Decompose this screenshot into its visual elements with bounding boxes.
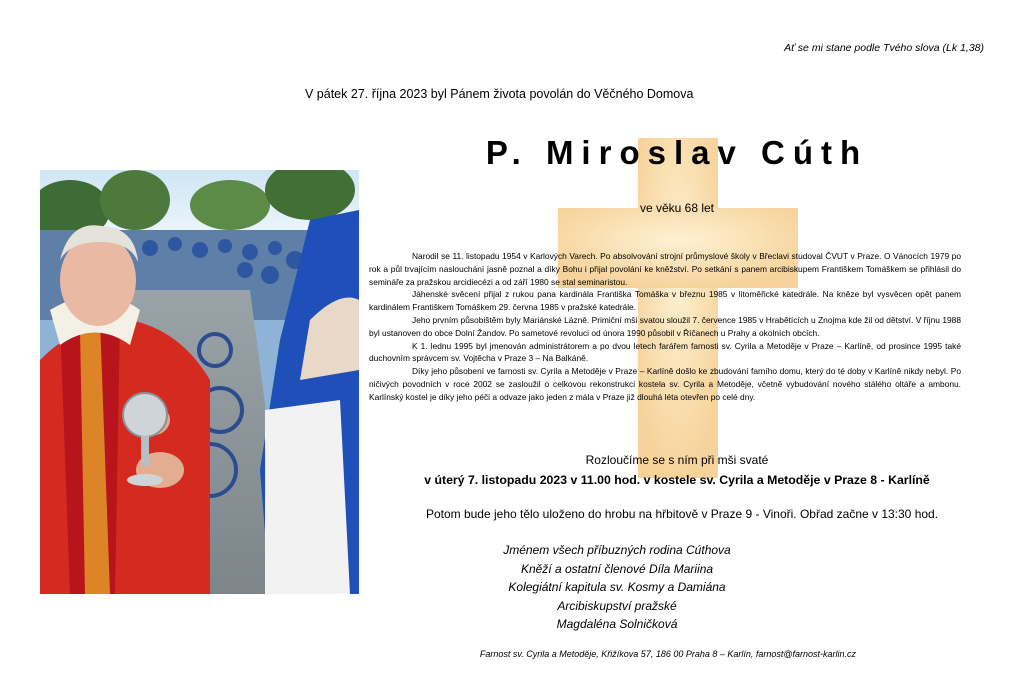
mourner-entry: Kolegiátní kapitula sv. Kosmy a Damiána (508, 580, 726, 595)
scripture-motto: Ať se mi stane podle Tvého slova (Lk 1,38) (784, 42, 984, 54)
bio-paragraph: Jáhenské svěcení přijal z rukou pana kardinála Františka Tomáška v březnu 1985 v litoměřické katedrále. Na kněze byl vysvěcen opět panem kardinálem Františkem Tomáškem 29. června 1985 v pražské katedrále. (369, 289, 961, 313)
biography (369, 250, 961, 404)
bio-paragraph: Jeho prvním působištěm byly Mariánské Lázně. Primiční mši svatou sloužil 7. července 1985 v Hrabětících u Znojma kde žil od dětství. V říjnu 1988 byl ustanoven do obce Dolní Žandov. Po sametové revoluci od února 1990 působil v Říčanech u Prahy a okolních obcích. (369, 314, 961, 338)
mourner-entry: Arcibiskupství pražské (557, 598, 677, 613)
funeral-mass-details: v úterý 7. listopadu 2023 v 11.00 hod. v kostele sv. Cyrila a Metoděje v Praze 8 - Karlíně (424, 473, 930, 487)
mourner-entry: Kněží a ostatní členové Díla Mariina (520, 561, 714, 576)
mourner-entry: Jménem všech příbuzných rodina Cúthova (503, 543, 731, 557)
age-line: ve věku 68 let (639, 201, 715, 215)
bio-paragraph: K 1. lednu 1995 byl jmenován administrátorem a po dvou letech farářem farnosti sv. Cyrila a Metoděje v Praze – Karlíně, od prosince 1995 také duchovním správcem sv. Vojtěcha v Praze 3 – Na Balkáně. (369, 340, 961, 364)
deceased-name: P. Miroslav Cúth (485, 134, 869, 171)
burial-details: Potom bude jeho tělo uloženo do hrobu na hřbitově v Praze 9 - Vinoři. Obřad začne v 13:30 hod. (425, 507, 939, 521)
priest-photo (40, 170, 359, 594)
parish-contact-footer (0, 649, 1024, 659)
mourner-entry: Magdaléna Solničková (556, 617, 678, 632)
bio-paragraph: Díky jeho působení ve farnosti sv. Cyrila a Metoděje v Praze – Karlíně došlo ke zbudování farního domu, který do té doby v Karlíně nikdy nebyl. Po ničivých povodních v roce 2002 se zasloužil o celkovou rekonstrukci kostela sv. Cyrila a Metoděje, včetně vybudování nového stálého oltáře a ambonu. Karlínský kostel je díky jeho péči a odvaze jako jeden z mála v Praze již dlouhá léta otevřen po celé dny. (369, 366, 961, 402)
footer-text: Farnost sv. Cyrila a Metoděje, Křižíkova 57, 186 00 Praha 8 – Karlín, farnost@farnost-karlin.cz (479, 649, 857, 659)
mourners-list (367, 541, 867, 634)
bio-paragraph: Narodil se 11. listopadu 1954 v Karlových Varech. Po absolvování strojní průmyslové školy v Břeclavi studoval ČVUT v Praze. O Vánocích 1979 po rok a půl trvajícím naslouchání jasně poznal a díky Bohu i přijal povolání ke kněžství. Po setkání s panem arcibiskupem Františkem Tomáškem se přihlásil do semináře za pražskou arcidiecézi a od září 1980 se stal seminaristou. (369, 251, 961, 287)
farewell-line: Rozloučíme se s ním při mši svaté (585, 453, 769, 467)
announcement-text: V pátek 27. října 2023 byl Pánem života povolán do Věčného Domova (305, 87, 694, 101)
